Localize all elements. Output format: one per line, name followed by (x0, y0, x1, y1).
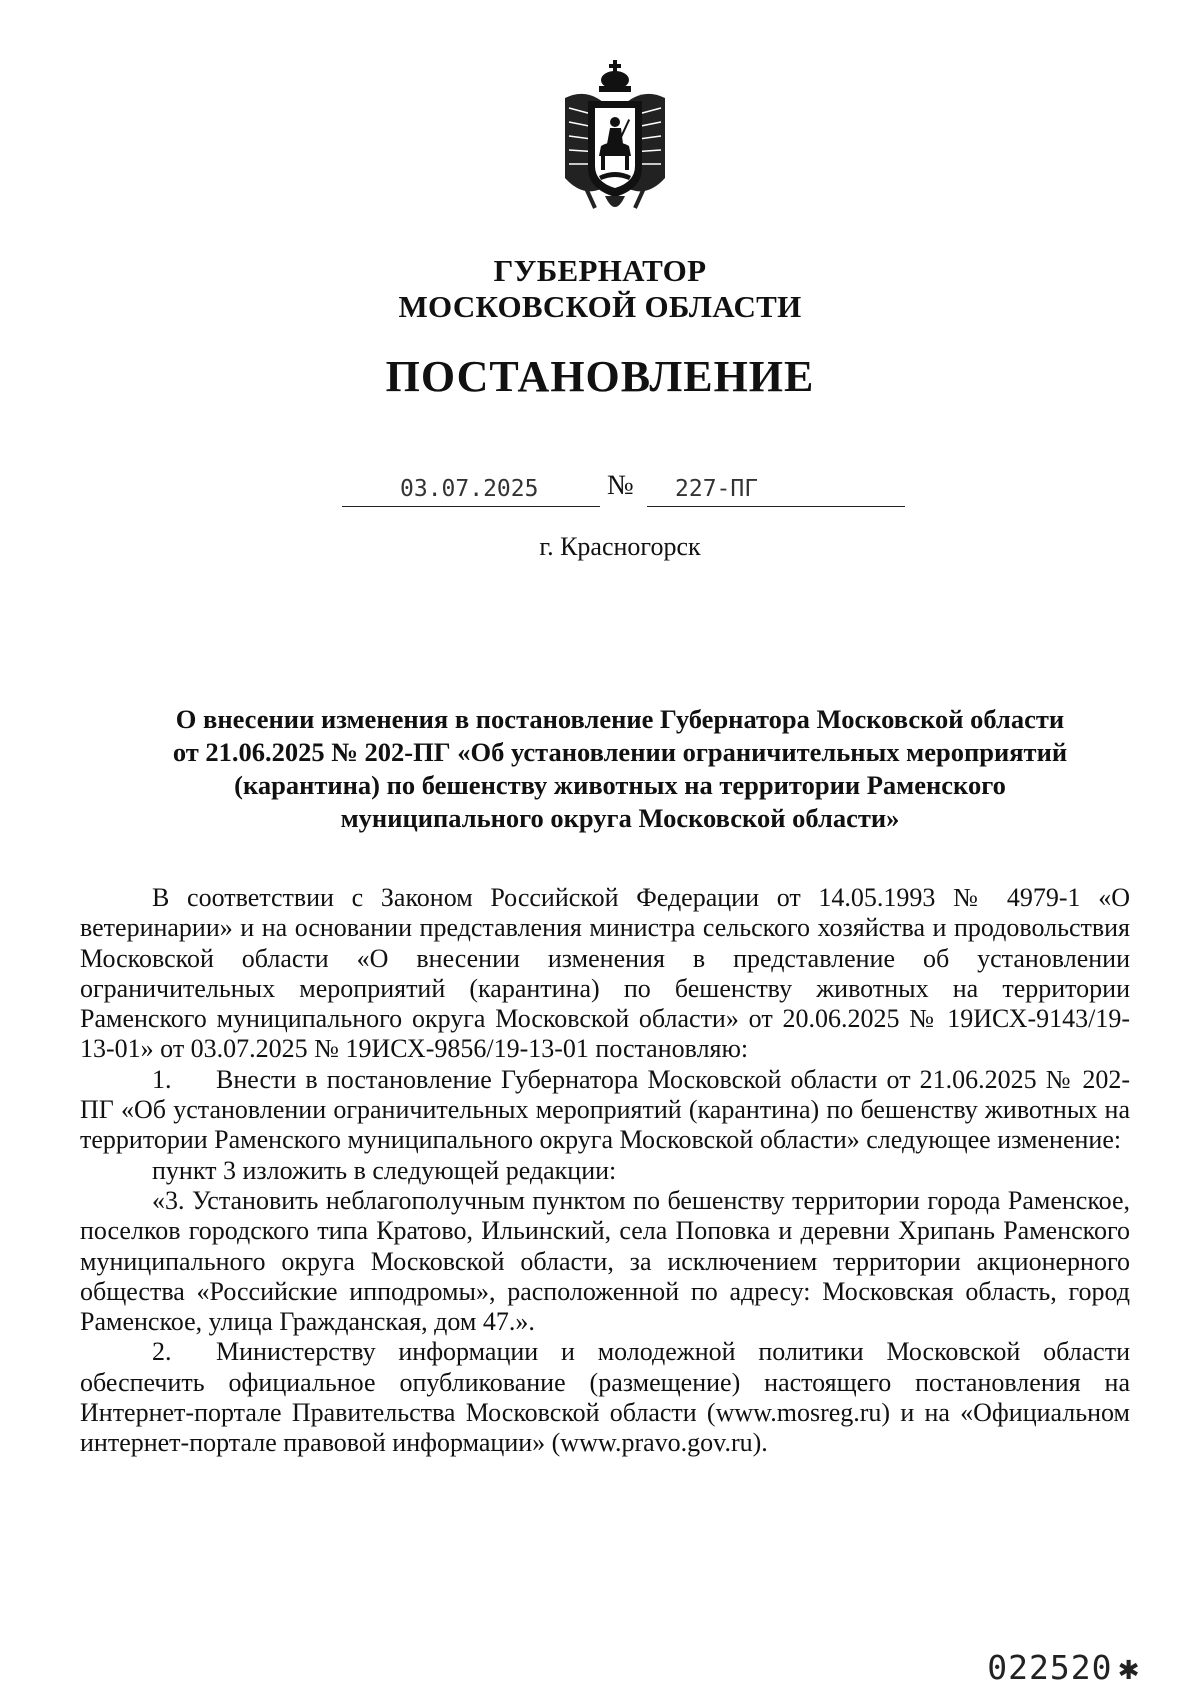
number-value: 227-ПГ (675, 476, 759, 502)
item-2-text: Министерству информации и молодежной политики Московской области обеспечить официальное опубликование (размещение) настоящего постановления на Интернет-портале Правительства Московской области (www.mosreg.ru) и на «Официальном интернет-портале правовой информации» (www.pravo.gov.ru). (80, 1337, 1130, 1458)
date-value: 03.07.2025 (400, 476, 539, 502)
title-line-1: О внесении изменения в постановление Губернатора Московской области (175, 704, 1065, 734)
item-1-number: 1. (152, 1064, 172, 1094)
asterisk-icon: ✱ (1118, 1648, 1140, 1688)
item-1-quote: «3. Установить неблагополучным пунктом по бешенству территории города Раменское, поселков городского типа Кратово, Ильинский, села Поповка и деревни Хрипань Раменского муниципального округа Московской области, за исключением территории акционерного общества «Российские ипподромы», расположенной по адресу: Московская область, город Раменское, улица Гражданская, дом 47.». (80, 1185, 1130, 1337)
title-line-4: муниципального округа Московской области» (340, 803, 900, 833)
item-2-number: 2. (152, 1337, 172, 1367)
item-2-paragraph (80, 1337, 1130, 1458)
preamble-paragraph: В соответствии с Законом Российской Федерации от 14.05.1993 № 4979-1 «О ветеринарии» и на основании представления министра сельского хозяйства и продовольствия Московской области «О внесении изменения в представление об установлении ограничительных мероприятий (карантина) по бешенству животных на территории Раменского муниципального округа Московской области» от 20.06.2025 № 19ИСХ-9143/19-13-01» от 03.07.2025 № 19ИСХ-9856/19-13-01 постановляю: (80, 883, 1130, 1064)
document-type: ПОСТАНОВЛЕНИЕ (385, 352, 815, 401)
item-1-subparagraph: пункт 3 изложить в следующей редакции: (152, 1155, 617, 1185)
title-line-3: (карантина) по бешенству животных на территории Раменского (234, 770, 1006, 800)
serial-number: 022520 (987, 1648, 1113, 1687)
serial-stamp (987, 1648, 1140, 1688)
authority-line-2: МОСКОВСКОЙ ОБЛАСТИ (398, 289, 802, 324)
authority-line-1: ГУБЕРНАТОР (493, 253, 707, 288)
item-1-text: Внести в постановление Губернатора Московской области от 21.06.2025 № 202-ПГ «Об установлении ограничительных мероприятий (карантина) по бешенству животных на территории Раменского муниципального округа Московской области» следующее изменение: (80, 1064, 1130, 1155)
number-field (647, 474, 905, 507)
date-field (342, 474, 600, 507)
number-sign: № (607, 470, 634, 501)
item-1-paragraph (80, 1065, 1130, 1156)
document-body (80, 883, 1130, 1459)
city: г. Красногорск (539, 532, 701, 561)
coat-of-arms-icon (555, 58, 675, 223)
document-title (120, 703, 1120, 835)
title-line-2: от 21.06.2025 № 202-ПГ «Об установлении ограничительных мероприятий (172, 737, 1068, 767)
